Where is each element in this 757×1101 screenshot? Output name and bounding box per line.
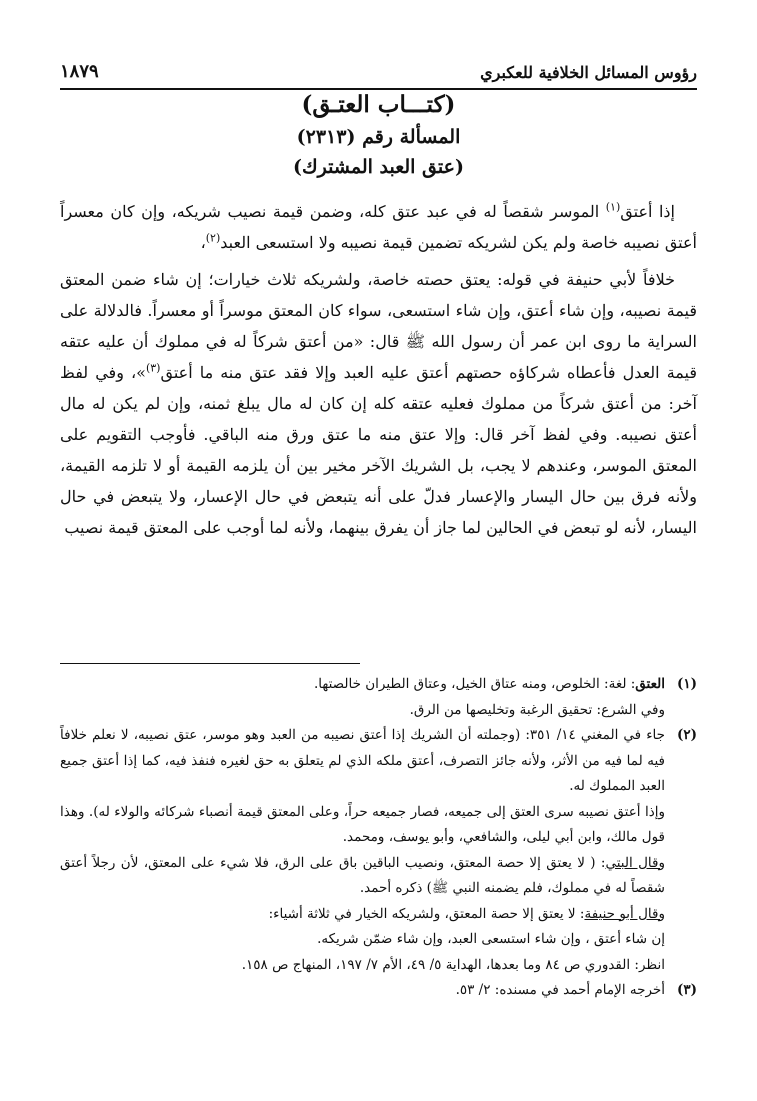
footnote-separator xyxy=(60,663,360,664)
footnote-3 xyxy=(60,978,697,1004)
main-text xyxy=(60,196,697,549)
footnote-1-number: (١) xyxy=(676,676,697,692)
footnote-2-line-1: جاء في المغني ١٤/ ٣٥١: (وجملته أن الشريك إذا أعتق نصيبه من العبد وهو موسر، عتق نصيبه، لا نعلم خلافاً فيه لما فيه من الأثر، ولأنه جائز التصرف، أعتق ملكه الذي لم يتعلق به حق لغيره فنفذ فيه، كما إذا أعتق جميع العبد المملوك له. xyxy=(60,727,665,794)
footnote-2-line-5: إن شاء أعتق ، وإن شاء استسعى العبد، وإن شاء ضمّن شريكه. xyxy=(317,931,665,947)
paragraph-2 xyxy=(60,264,697,543)
footnote-ref-2[interactable]: (٢) xyxy=(205,231,221,245)
footnote-2-body xyxy=(60,723,665,978)
p1-part-b: الموسر شقصاً له في عبد عتق كله، وضمن قيمة نصيب شريكه، وإن كان معسراً أعتق نصيبه خاصة ولم يكن لشريكه تضمين قيمة نصيبه ولا استسعى العبد xyxy=(60,202,697,252)
page-number: ١٨٧٩ xyxy=(60,61,99,82)
footnote-3-line-1: أخرجه الإمام أحمد في مسنده: ٢/ ٥٣. xyxy=(455,982,665,998)
footnote-1-line-2: وفي الشرع: تحقيق الرغبة وتخليصها من الرق. xyxy=(409,701,665,718)
running-title: رؤوس المسائل الخلافية للعكبري xyxy=(480,63,697,82)
footnote-ref-3[interactable]: (٣) xyxy=(145,361,161,375)
issue-title: (عتق العبد المشترك) xyxy=(293,156,464,178)
footnote-3-number: (٣) xyxy=(676,982,697,998)
section-headings xyxy=(60,88,697,182)
book-title: (كتـــاب العتـق) xyxy=(301,91,456,118)
footnote-1-line-1 xyxy=(60,672,665,698)
p1-part-c: ، xyxy=(200,233,206,252)
p1-part-a: إذا أعتق xyxy=(620,202,675,221)
issue-number: المسألة رقم (٢٣١٣) xyxy=(296,126,461,148)
footnote-3-body xyxy=(60,978,665,1004)
footnote-2-line-3 xyxy=(60,851,665,902)
footnote-2 xyxy=(60,723,697,978)
footnote-2-line-6: انظر: القدوري ص ٨٤ وما بعدها، الهداية ٥/ ٤٩، الأم ٧/ ١٩٧، المنهاج ص ١٥٨. xyxy=(241,956,665,973)
page-header xyxy=(60,52,697,90)
footnote-2-line-4 xyxy=(60,902,665,928)
footnotes xyxy=(60,672,697,1004)
p2-part-a: خلافاً لأبي حنيفة في قوله: يعتق حصته خاصة، ولشريكه ثلاث خيارات؛ إن شاء ضمن المعتق قيمة نصيبه، وإن شاء أعتق، وإن شاء استسعى، سواء كان المعتق موسراً أو معسراً. فالدلالة على السراية ما روى ابن عمر أن رسول الله ﷺ قال: «من أعتق شركاً له في مملوك أن عليه عتقه قيمة العدل فأعطاه شركاؤه حصتهم أعتق عليه العبد وإلا فقد عتق منه ما أعتق xyxy=(60,270,697,382)
footnote-1-term: العتق xyxy=(635,676,665,692)
footnote-2-label-batti: وقال البتي xyxy=(605,854,665,871)
footnote-1 xyxy=(60,672,697,723)
footnote-2-text-abu-hanifa: : لا يعتق إلا حصة المعتق، ولشريكه الخيار في ثلاثة أشياء: xyxy=(268,905,585,922)
p2-part-b: »، وفي لفظ آخر: من أعتق شركاً من مملوك فعليه عتقه كله إن كان له مال يبلغ ثمنه، وإن لم يكن له مال أعتق نصيبه. وفي لفظ آخر قال: وإلا عتق منه ما عتق ورق منه الباقي. فأوجب التقويم على المعتق الموسر، وعندهم لا يجب، بل الشريك الآخر مخير بين أن يلزمه القيمة أو لا تلزمه القيمة، ولأنه فرق بين حال اليسار والإعسار فدلّ على أنه يتبعض في حال الإعسار، ولا يتبعض في حال اليسار، لأنه لو تبعض في الحالين لما جاز أن يفرق بينهما، ولأنه لما أوجب على المعتق قيمة نصيب xyxy=(60,363,697,537)
paragraph-1 xyxy=(60,196,697,258)
footnote-2-text-batti: : ( لا يعتق إلا حصة المعتق، ونصيب الباقين باق على الرق، فلا شيء على المعتق، لأن رجلاً أعتق شقصاً له في مملوك، فلم يضمنه النبي ﷺ) ذكره أحمد. xyxy=(60,854,665,896)
footnote-ref-1[interactable]: (١) xyxy=(605,200,621,214)
footnote-2-label-abu-hanifa: وقال أبو حنيفة xyxy=(584,905,665,922)
footnote-2-line-2: وإذا أعتق نصيبه سرى العتق إلى جميعه، فصار جميعه حراً، وعلى المعتق قيمة أنصباء شركائه والولاء له). وهذا قول مالك، وابن أبي ليلى، والشافعي، وأبو يوسف، ومحمد. xyxy=(60,803,665,845)
footnote-1-definition: : لغة: الخلوص، ومنه عتاق الخيل، وعتاق الطيران خالصتها. xyxy=(313,676,636,692)
footnote-2-number: (٢) xyxy=(676,727,697,743)
footnote-1-body xyxy=(60,672,665,723)
